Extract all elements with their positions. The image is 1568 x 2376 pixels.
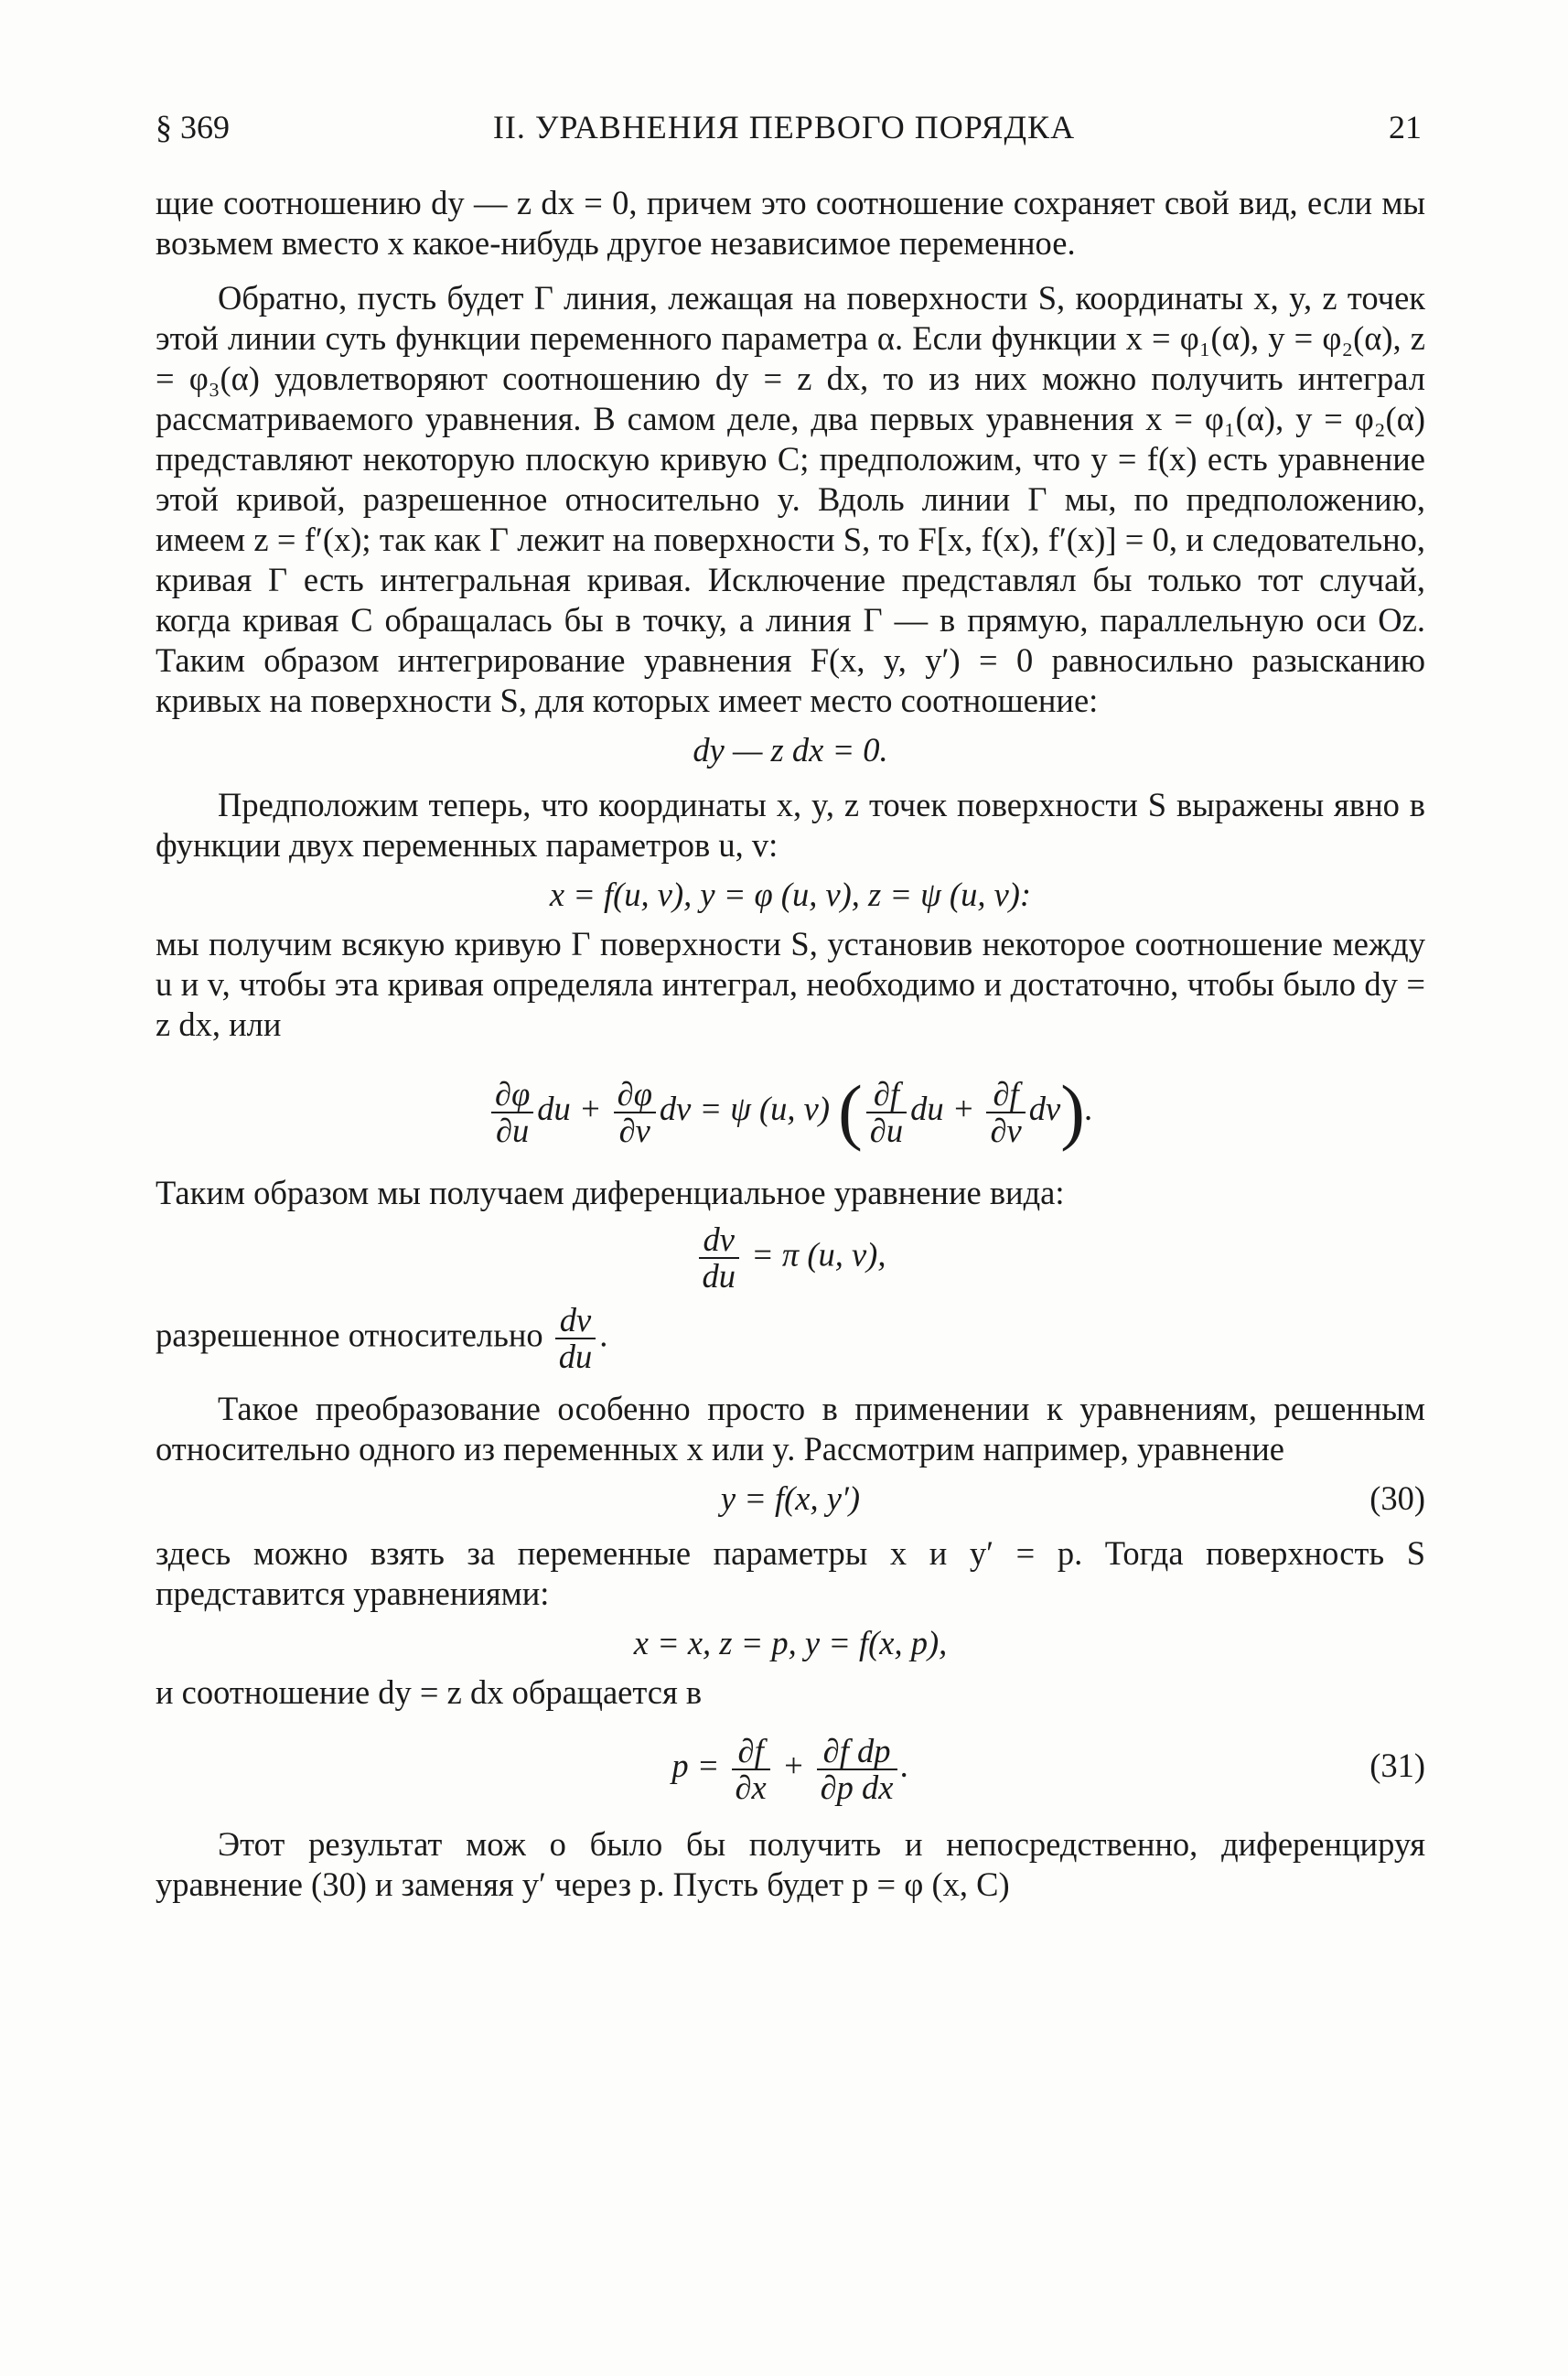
fraction-df-du: $\frac{\partial f}{\partial u}$ <box>866 1077 907 1148</box>
left-paren: ( <box>838 1071 863 1153</box>
equation-parametric: x = f(u, v), y = φ (u, v), z = ψ (u, v): <box>549 876 1032 913</box>
right-paren: ) <box>1060 1071 1085 1153</box>
equation-31: p = $\frac{\partial f}{\partial x}$ + $\frac{\text{∂f dp}}{\text{∂p dx}}$ . (31) <box>156 1722 1425 1810</box>
equation-dy-zdx: dy — z dx = 0. <box>693 731 888 769</box>
equation-partial: $\frac{\partial\varphi}{\partial u}$ du + $\frac{\partial\varphi}{\partial v}$ dv = ψ (u, v) ( $\frac{\partial f}{\partial u}$ du + $\frac{\partial f}{\partial v}$ dv). <box>156 1054 1425 1164</box>
page-body <box>156 183 1425 1905</box>
fraction-df-dx: $\frac{\partial f}{\partial x}$ <box>732 1734 770 1805</box>
fraction-df-dv: $\frac{\partial f}{\partial v}$ <box>986 1077 1025 1148</box>
chapter-title: II. УРАВНЕНИЯ ПЕРВОГО ПОРЯДКА <box>492 109 1076 145</box>
paragraph-3: Предположим теперь, что координаты x, y, z точек поверхности S выражены явно в функции двух переменных параметров u, v: <box>156 786 1425 864</box>
equation-30-number: (30) <box>1369 1479 1425 1517</box>
paragraph-7: Такое преобразование особенно просто в применении к уравнениям, решенным относительно одного из переменных x или y. Рассмотрим например, уравнение <box>156 1390 1425 1468</box>
fraction-dphi-dv: $\frac{\partial\varphi}{\partial v}$ <box>614 1077 656 1148</box>
paragraph-8: здесь можно взять за переменные параметры x и y′ = p. Тогда поверхность S представится уравнениями: <box>156 1534 1425 1612</box>
fraction-dv-du: $\frac{dv}{du}$ <box>699 1222 740 1294</box>
equation-31-number: (31) <box>1369 1747 1425 1784</box>
paragraph-1: щие соотношению dy — z dx = 0, причем это соотношение сохраняет свой вид, если мы возьмем вместо x какое-нибудь другое независимое переменное. <box>156 184 1425 262</box>
fraction-df-dp-dp-dx: $\frac{\text{∂f dp}}{\text{∂p dx}}$ <box>817 1734 897 1805</box>
fraction-dphi-du: $\frac{\partial\varphi}{\partial u}$ <box>491 1077 533 1148</box>
paragraph-10: Этот результат мож о было бы получить и непосредственно, диференцируя уравнение (30) и заменяя y′ через p. Пусть будет p = φ (x, C) <box>156 1825 1425 1903</box>
equation-surface: x = x, z = p, y = f(x, p), <box>633 1624 948 1661</box>
section-number: § 369 <box>156 109 230 145</box>
page-number: 21 <box>1389 109 1422 145</box>
paragraph-9: и соотношение dy = z dx обращается в <box>156 1673 703 1711</box>
paragraph-4: мы получим всякую кривую Γ поверхности S, установив некоторое соотношение между u и v, чтобы эта кривая определяла интеграл, необходимо и достаточно, чтобы было dy = z dx, или <box>156 925 1425 1043</box>
equation-dv-du: $\frac{dv}{du}$ = π (u, v), <box>156 1222 1425 1294</box>
equation-30: y = f(x, y′) (30) <box>720 1479 1425 1517</box>
paragraph-6: разрешенное относительно $\frac{dv}{du}$ . <box>156 1301 608 1375</box>
paragraph-2: Обратно, пусть будет Γ линия, лежащая на поверхности S, координаты x, y, z точек этой линии суть функции переменного параметра α. Если функции x = φ₁(α), y = φ₂(α), z = φ₃(α) удовлетворяют соотношению dy = z dx, то из них можно получить интеграл рассматриваемого уравнения. В самом деле, два первых уравнения x = φ₁(α), y = φ₂(α) представляют некоторую плоскую кривую C; предположим, что y = f(x) есть уравнение этой кривой, разрешенное относительно y. Вдоль линии Γ мы, по предположению, имеем z = f′(x); так как Γ лежит на поверхности S, то F[x, f(x), f′(x)] = 0, и следовательно, кривая Γ есть интегральная кривая. Исключение представлял бы только тот случай, когда кривая C обращалась бы в точку, а линия Γ — в прямую, параллельную оси Oz. Таким образом интегрирование уравнения F(x, y, y′) = 0 равносильно разысканию кривых на поверхности S, для которых имеет место соотношение: <box>156 279 1425 719</box>
fraction-dv-du-inline: $\frac{dv}{du}$ <box>555 1303 596 1374</box>
paragraph-5: Таким образом мы получаем диференциальное уравнение вида: <box>156 1174 1065 1211</box>
